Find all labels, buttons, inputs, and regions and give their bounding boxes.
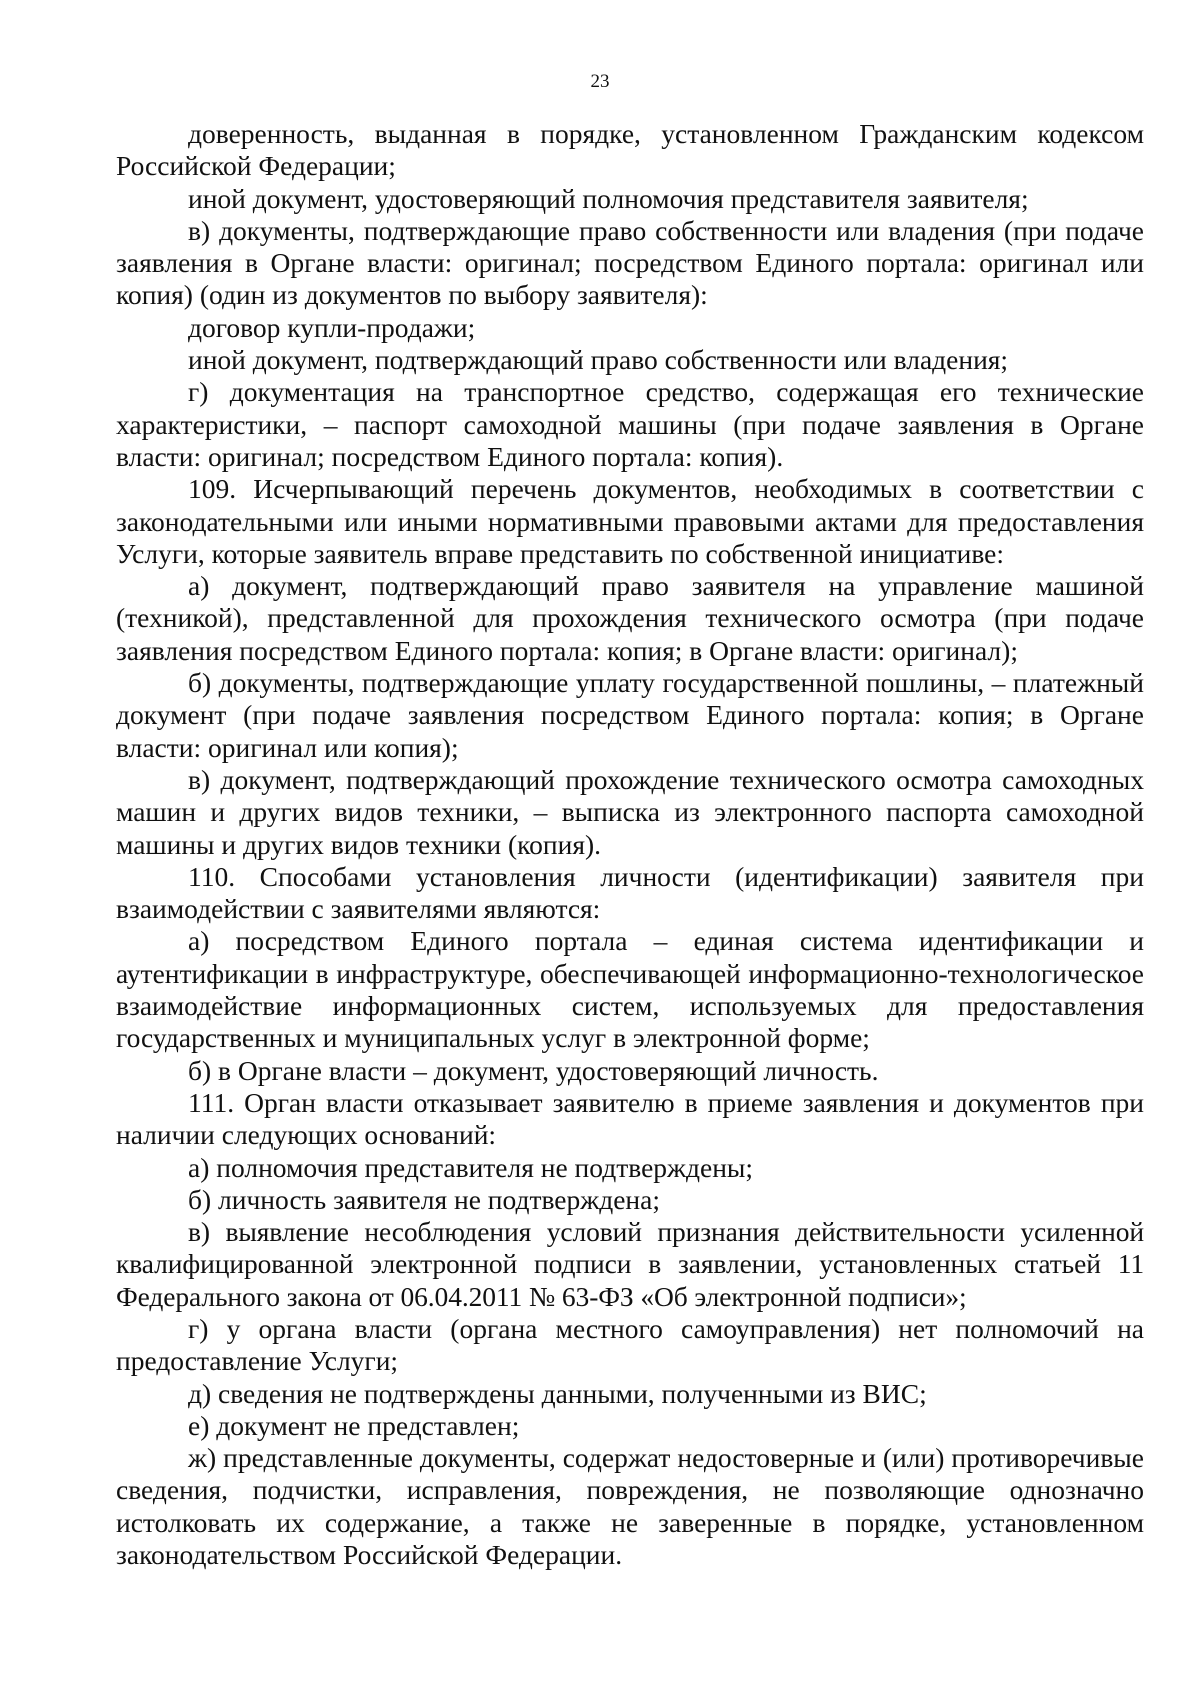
paragraph-vehicle-documentation: г) документация на транспортное средство, содержащая его технические характеристики, – паспорт самоходной машины (при подаче заявления в Органе власти: оригинал; посредством Единого портала: копия). bbox=[116, 376, 1144, 472]
paragraph-111-d: д) сведения не подтверждены данными, полученными из ВИС; bbox=[188, 1377, 927, 1409]
document-body bbox=[116, 118, 1144, 1571]
paragraph-111-b: б) личность заявителя не подтверждена; bbox=[188, 1183, 660, 1215]
paragraph-111-v: в) выявление несоблюдения условий признания действительности усиленной квалифицированной электронной подписи в заявлении, установленных статьей 11 Федерального закона от 06.04.2011 № 63-ФЗ «Об электронной подписи»; bbox=[116, 1216, 1144, 1312]
paragraph-109-a: а) документ, подтверждающий право заявителя на управление машиной (техникой), представленной для прохождения технического осмотра (при подаче заявления посредством Единого портала: копия; в Органе власти: оригинал); bbox=[116, 570, 1144, 666]
paragraph-sales-contract: договор купли-продажи; bbox=[188, 311, 476, 343]
paragraph-item-109: 109. Исчерпывающий перечень документов, необходимых в соответствии с законодательными или иными нормативными правовыми актами для предоставления Услуги, которые заявитель вправе представить по собственной инициативе: bbox=[116, 473, 1144, 569]
paragraph-109-b: б) документы, подтверждающие уплату государственной пошлины, – платежный документ (при подаче заявления посредством Единого портала: копия; в Органе власти: оригинал или копия); bbox=[116, 667, 1144, 763]
paragraph-111-e: е) документ не представлен; bbox=[188, 1409, 520, 1441]
paragraph-111-zh: ж) представленные документы, содержат недостоверные и (или) противоречивые сведения, подчистки, исправления, повреждения, не позволяющие однозначно истолковать их содержание, а также не заверенные в порядке, установленном законодательством Российской Федерации. bbox=[116, 1442, 1144, 1571]
paragraph-110-a: а) посредством Единого портала – единая система идентификации и аутентификации в инфраструктуре, обеспечивающей информационно-технологическое взаимодействие информационных систем, используемых для предоставления государственных и муниципальных услуг в электронной форме; bbox=[116, 925, 1144, 1054]
paragraph-other-ownership-document: иной документ, подтверждающий право собственности или владения; bbox=[188, 344, 1009, 376]
paragraph-item-111: 111. Орган власти отказывает заявителю в приеме заявления и документов при наличии следующих оснований: bbox=[116, 1086, 1144, 1151]
paragraph-111-a: а) полномочия представителя не подтверждены; bbox=[188, 1151, 754, 1183]
paragraph-power-of-attorney: доверенность, выданная в порядке, установленном Гражданским кодексом Российской Федерации; bbox=[116, 118, 1144, 182]
page-number: 23 bbox=[590, 71, 610, 92]
paragraph-111-g: г) у органа власти (органа местного самоуправления) нет полномочий на предоставление Услуги; bbox=[116, 1312, 1144, 1377]
paragraph-110-b: б) в Органе власти – документ, удостоверяющий личность. bbox=[188, 1054, 879, 1086]
paragraph-item-110: 110. Способами установления личности (идентификации) заявителя при взаимодействии с заявителями являются: bbox=[116, 860, 1144, 925]
paragraph-ownership-documents: в) документы, подтверждающие право собственности или владения (при подаче заявления в Органе власти: оригинал; посредством Единого портала: оригинал или копия) (один из документов по выбору заявителя): bbox=[116, 214, 1144, 311]
paragraph-109-v: в) документ, подтверждающий прохождение технического осмотра самоходных машин и других видов техники, – выписка из электронного паспорта самоходной машины и других видов техники (копия). bbox=[116, 763, 1144, 860]
paragraph-other-authority-document: иной документ, удостоверяющий полномочия представителя заявителя; bbox=[188, 182, 1029, 214]
